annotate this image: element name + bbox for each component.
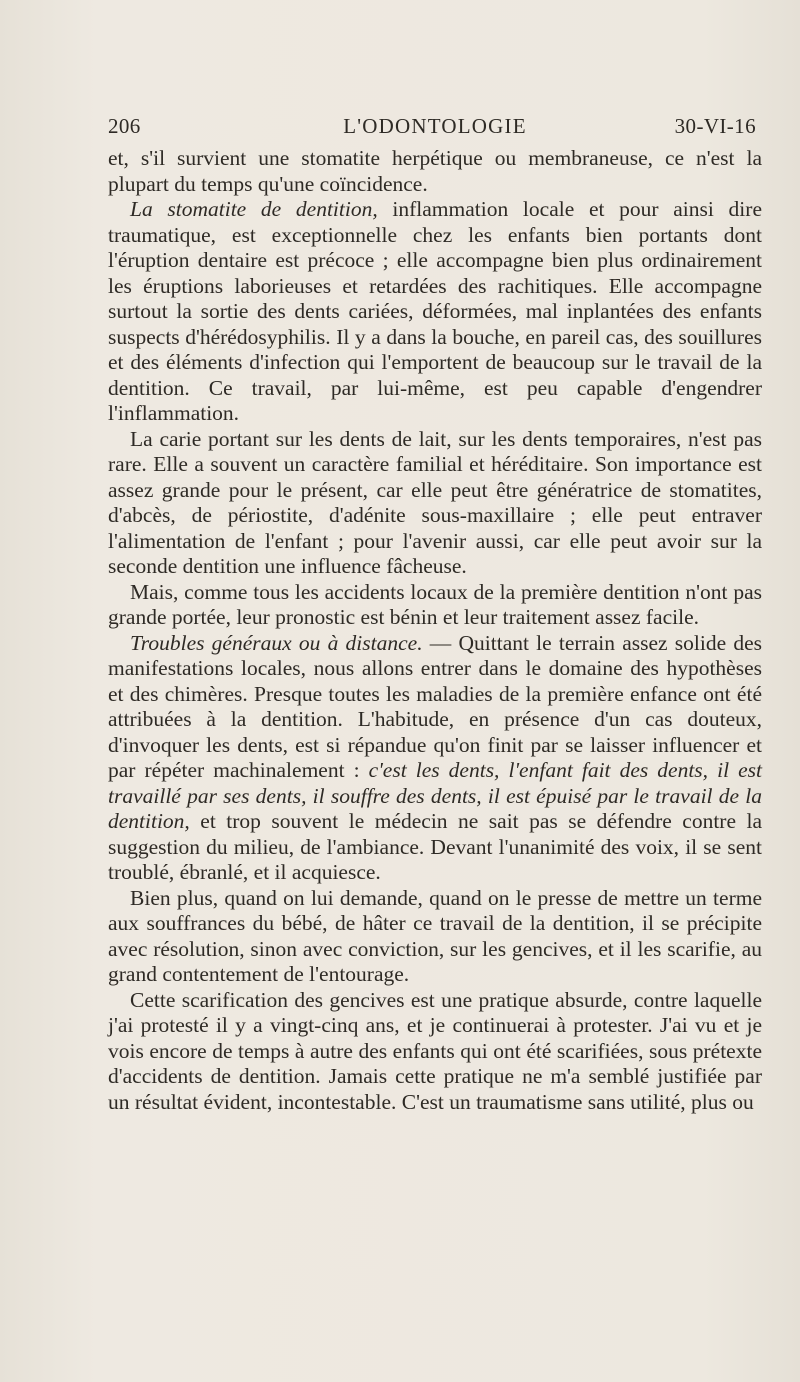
paragraph-4-text: Mais, comme tous les accidents locaux de la première dentition n'ont pas grande portée, leur pronostic est bénin et leur traitement assez facile. (108, 579, 762, 629)
paragraph-5-text-a: — Quittant le terrain assez solide des manifestations locales, nous allons entrer dans le domaine des hypothèses et des chimères. Presque toutes les maladies de la première enfance ont été attribuées à la dentition. L'habitude, en présence d'un cas douteux, d'invoquer les dents, est si répandue qu'on finit par se laisser influencer et par répéter machinalement : (108, 630, 762, 782)
paragraph-7-text: Cette scarification des gencives est une pratique absurde, contre laquelle j'ai protesté il y a vingt-cinq ans, et je continuerai à protester. J'ai vu et je vois encore de temps à autre des enfants qui ont été scarifiées, sous prétexte d'accidents de dentition. Jamais cette pratique ne m'a semblé justifiée par un résultat évident, incontestable. C'est un traumatisme sans utilité, plus ou (108, 987, 762, 1114)
paragraph-3-text: La carie portant sur les dents de lait, sur les dents temporaires, n'est pas rare. Elle a souvent un caractère familial et héréditaire. Son importance est assez grande pour le présent, car elle peut être génératrice de stomatites, d'abcès, de périostite, d'adénite sous-maxillaire ; elle peut entraver l'alimentation de l'enfant ; pour l'avenir aussi, car elle peut avoir sur la seconde dentition une influence fâcheuse. (108, 426, 762, 578)
paragraph-5 (108, 631, 762, 886)
journal-title: L'ODONTOLOGIE (343, 114, 527, 138)
paragraph-5-text-b: et trop souvent le médecin ne sait pas se défendre contre la suggestion du milieu, de l'ambiance. Devant l'unanimité des voix, il se sent troublé, ébranlé, et il acquiesce. (108, 809, 762, 884)
paragraph-5-italic-quote: c'est les dents, l'enfant fait des dents, il est travaillé par ses dents, il souffre des dents, il est épuisé par le travail de la dentition, (108, 758, 762, 833)
paragraph-6-text: Bien plus, quand on lui demande, quand on le presse de mettre un terme aux souffrances du bébé, de hâter ce travail de la dentition, il se précipite avec résolution, sinon avec conviction, sur les gencives, et il les scarifie, au grand contentement de l'entourage. (108, 885, 762, 986)
paragraph-1 (108, 146, 762, 197)
paragraph-4 (108, 580, 762, 631)
paragraph-3 (108, 427, 762, 580)
paragraph-2-text: inflammation locale et pour ainsi dire traumatique, est exceptionnelle chez les enfants bien portants dont l'éruption dentaire est précoce ; elle accompagne bien plus ordinairement les éruptions laborieuses et retardées des rachitiques. Elle accompagne surtout la sortie des dents cariées, déformées, mal inplantées des enfants suspects d'hérédosyphilis. Il y a dans la bouche, en pareil cas, des souillures et des éléments d'infection qui l'emportent de beaucoup sur le travail de la dentition. Ce travail, par lui-même, est peu capable d'engendrer l'inflammation. (108, 197, 762, 425)
paragraph-6 (108, 886, 762, 988)
paragraph-5-italic-heading: Troubles généraux ou à distance. (130, 630, 423, 655)
body-text (108, 146, 762, 1115)
paragraph-1-text: et, s'il survient une stomatite herpétique ou membraneuse, ce n'est la plupart du temps qu'une coïncidence. (108, 146, 762, 196)
page-number: 206 (108, 114, 141, 138)
paragraph-7 (108, 988, 762, 1116)
paragraph-2 (108, 197, 762, 427)
issue-date: 30-VI-16 (674, 114, 756, 138)
paragraph-2-italic-lead: La stomatite de dentition, (130, 197, 378, 221)
running-head (108, 106, 762, 146)
